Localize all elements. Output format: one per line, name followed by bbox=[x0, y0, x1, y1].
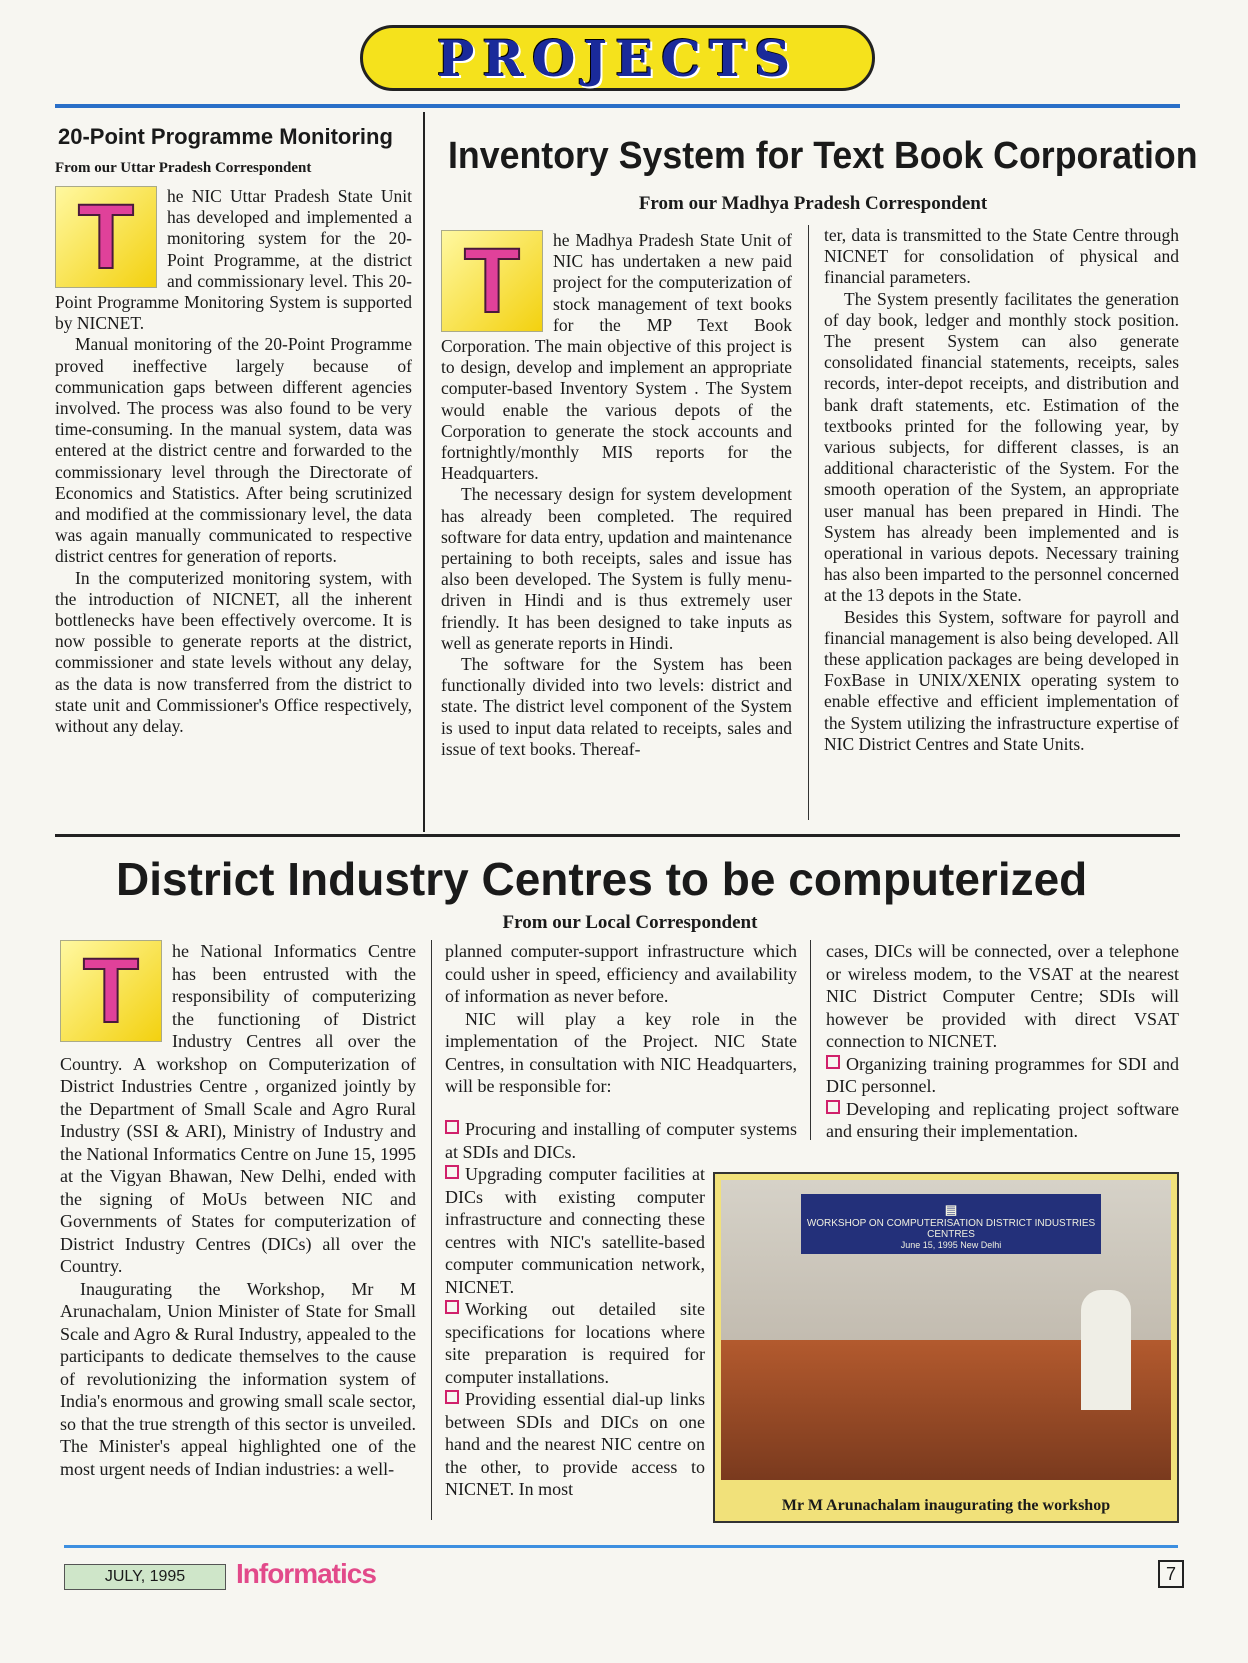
paragraph: ter, data is transmitted to the State Centre through NICNET for consolidation of physical and financial parameters. bbox=[824, 225, 1179, 288]
article1-title: 20-Point Programme Monitoring bbox=[58, 124, 393, 149]
paragraph: he National Informatics Centre has been entrusted with the responsibility of computerizing the functioning of District Industry Centres all over the Country. A workshop on Computerization of District Industries Centre , organized jointly by the Department of Small Scale and Agro Rural Industry (SSI & ARI), Ministry of Industry and the National Informatics Centre on June 15, 1995 at the Vigyan Bhawan, New Delhi, ended with the signing of MoUs between NIC and Governments of States for computerization of District Industry Centres (DICs) all over the Country. bbox=[60, 941, 416, 1276]
top-rule bbox=[55, 104, 1180, 108]
workshop-photo bbox=[713, 1172, 1179, 1523]
paragraph: Inaugurating the Workshop, Mr M Arunachalam, Union Minister of State for Small Scale and Agro & Rural Industry, appealed to the participants to dedicate themselves to the cause of revolutionizing the information system of India's enormous and growing small scale sector, so that the true strength of this sector is unveiled. The Minister's appeal highlighted one of the most urgent needs of Indian industries: a well- bbox=[60, 1278, 416, 1479]
magazine-logo: Informatics bbox=[236, 1558, 376, 1589]
page-number: 7 bbox=[1158, 1560, 1184, 1588]
list-item: Organizing training programmes for SDI and DIC personnel. bbox=[826, 1053, 1179, 1096]
article1-dropcap: T bbox=[55, 186, 157, 288]
checkbox-bullet-icon bbox=[445, 1165, 459, 1179]
checkbox-bullet-icon bbox=[445, 1300, 459, 1314]
article2-dropcap: T bbox=[441, 230, 543, 332]
photo-banner: ▤ WORKSHOP ON COMPUTERISATION DISTRICT INDUSTRIES CENTRES June 15, 1995 New Delhi bbox=[801, 1194, 1101, 1254]
checkbox-bullet-icon bbox=[826, 1055, 840, 1069]
article3-dropcap: T bbox=[60, 940, 162, 1042]
article3-bullets-b bbox=[445, 1163, 705, 1501]
list-item: Providing essential dial-up links between SDIs and DICs on one hand and the nearest NIC centre on the other, to provide access to NICNET. In most bbox=[445, 1389, 705, 1499]
paragraph: cases, DICs will be connected, over a telephone or wireless modem, to the VSAT at the nearest NIC District Computer Centre; SDIs will however be provided with direct VSAT connection to NICNET. bbox=[826, 941, 1179, 1051]
paragraph: Manual monitoring of the 20-Point Programme proved ineffective largely because of communication gaps between different agencies involved. The process was also found to be very time-consuming. In the manual system, data was entered at the district centre and forwarded to the commissionary level through the Directorate of Economics and Statistics. After being scrutinized and modified at the commissionary level, the data was again manually communicated to respective district centres for generation of reports. bbox=[55, 334, 412, 567]
paragraph: The software for the System has been functionally divided into two levels: district and state. The district level component of the System is used to input data related to receipts, sales and issue of text books. Thereaf- bbox=[441, 654, 792, 759]
article2-title: Inventory System for Text Book Corporation bbox=[448, 135, 1198, 177]
article2-col1 bbox=[441, 230, 792, 760]
article3-bullets-a bbox=[445, 1118, 797, 1163]
column-divider bbox=[808, 225, 809, 820]
article3-col3 bbox=[826, 940, 1179, 1143]
paragraph: planned computer-support infrastructure which could usher in speed, efficiency and availability of information as never before. bbox=[445, 941, 797, 1006]
paragraph: he NIC Uttar Pradesh State Unit has developed and implemented a monitoring system for the 20-Point Programme, at the district and commissionary level. This 20-Point Programme Monitoring System is supported by NICNET. bbox=[55, 186, 412, 334]
column-divider bbox=[423, 112, 425, 832]
article3-byline: From our Local Correspondent bbox=[502, 912, 758, 933]
checkbox-bullet-icon bbox=[445, 1390, 459, 1404]
article2-col2 bbox=[824, 225, 1179, 755]
paragraph: he Madhya Pradesh State Unit of NIC has undertaken a new paid project for the computerization of stock management of text books for the MP Text Book Corporation. The main objective of this project is to design, develop and implement an appropriate computer-based Inventory System . The System would enable the various depots of the Corporation to generate the stock accounts and fortnightly/monthly MIS reports for the Headquarters. bbox=[441, 230, 792, 484]
photo-scene bbox=[721, 1180, 1171, 1480]
paragraph: The System presently facilitates the generation of day book, ledger and monthly stock position. The present System can also generate consolidated financial statements, receipts, sales records, inter-depot receipts, and distribution and bank draft statements, etc. Estimation of the textbooks printed for the following year, by various subjects, for different classes, is an additional characteristic of the System. For the smooth operation of the System, an appropriate user manual has been prepared in Hindi. The System has already been implemented and is operational in various depots. Necessary training has also been imparted to the personnel concerned at the 13 depots in the State. bbox=[824, 288, 1179, 606]
photo-caption: Mr M Arunachalam inaugurating the workshop bbox=[781, 1497, 1111, 1514]
paragraph: The necessary design for system development has already been completed. The required software for data entry, updation and maintenance pertaining to both receipts, sales and issue has also been developed. The System is fully menu-driven in Hindi and is thus extremely user friendly. It has been designed to take inputs as well as generate reports in Hindi. bbox=[441, 484, 792, 653]
footer-rule bbox=[64, 1545, 1178, 1548]
column-divider bbox=[810, 940, 811, 1140]
article3-col1 bbox=[60, 940, 416, 1480]
list-item: Upgrading computer facilities at DICs with existing computer infrastructure and connecting these centres with NIC's satellite-based computer communication network, NICNET. bbox=[445, 1164, 705, 1297]
article2-byline: From our Madhya Pradesh Correspondent bbox=[638, 193, 988, 214]
list-item: Procuring and installing of computer systems at SDIs and DICs. bbox=[445, 1119, 797, 1162]
paragraph: Besides this System, software for payroll and financial management is also being developed. All these application packages are being developed in FoxBase in UNIX/XENIX operating system to enable effective and efficient implementation of the System utilizing the infrastructure expertise of NIC District Centres and State Units. bbox=[824, 606, 1179, 754]
list-item: Developing and replicating project software and ensuring their implementation. bbox=[826, 1098, 1179, 1141]
masthead-title: PROJECTS bbox=[436, 28, 799, 88]
article1-byline: From our Uttar Pradesh Correspondent bbox=[55, 160, 312, 176]
paragraph: In the computerized monitoring system, with the introduction of NICNET, all the inherent bottlenecks have been effectively overcome. It is now possible to generate reports at the district, commissioner and state levels without any delay, as the data is now transferred from the district to state unit and Commissioner's Office respectively, without any delay. bbox=[55, 567, 412, 737]
checkbox-bullet-icon bbox=[826, 1100, 840, 1114]
checkbox-bullet-icon bbox=[445, 1120, 459, 1134]
issue-date: JULY, 1995 bbox=[64, 1564, 226, 1590]
section-rule bbox=[55, 834, 1180, 837]
masthead-banner bbox=[360, 25, 875, 91]
article3-title: District Industry Centres to be computerized bbox=[116, 853, 1088, 905]
paragraph: NIC will play a key role in the implementation of the Project. NIC State Centres, in consultation with NIC Headquarters, will be responsible for: bbox=[445, 1008, 797, 1096]
speaker-figure bbox=[1081, 1290, 1131, 1410]
article1-body bbox=[55, 186, 412, 737]
article3-col2-intro bbox=[445, 940, 797, 1098]
list-item: Working out detailed site specifications for locations where site preparation is required for computer installations. bbox=[445, 1299, 705, 1387]
column-divider bbox=[431, 940, 432, 1520]
